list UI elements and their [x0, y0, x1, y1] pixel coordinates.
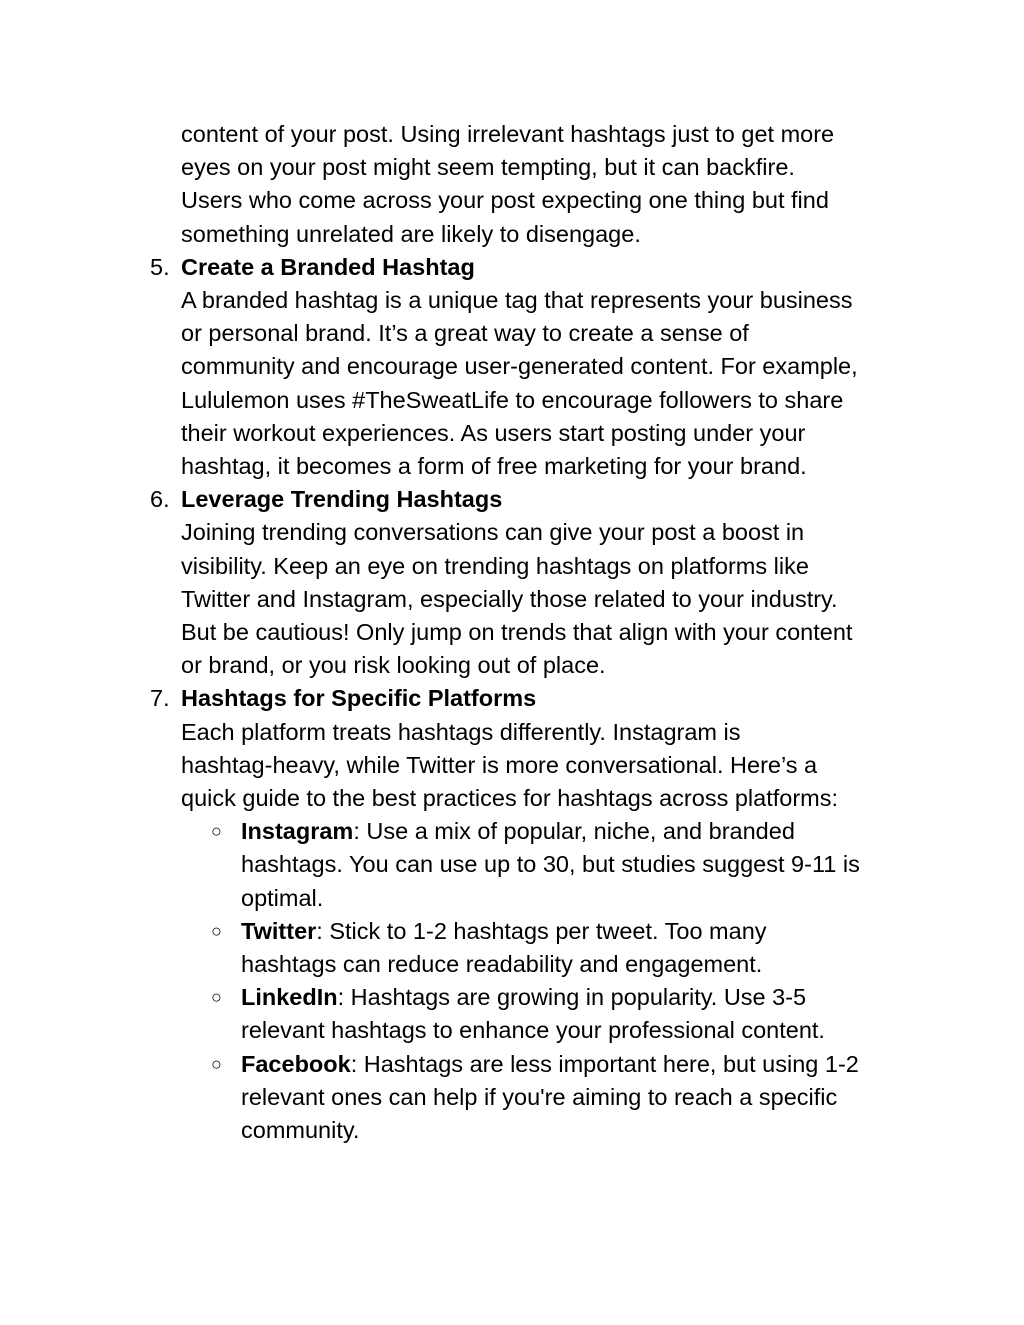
platform-first-line [241, 815, 1024, 848]
paragraph-line: Lululemon uses #TheSweatLife to encourage followers to share [181, 386, 844, 413]
platform-item-linkedin [211, 981, 1024, 1047]
paragraph-line: hashtag, it becomes a form of free marketing for your brand. [181, 453, 807, 480]
list-item-body [181, 682, 1024, 815]
platform-name: Instagram [241, 818, 354, 845]
list-item-branded-hashtag [0, 251, 1024, 483]
platform-item-facebook [211, 1048, 1024, 1148]
paragraph-line: relevant ones can help if you're aiming to reach a specific [241, 1083, 838, 1110]
paragraph-line: But be cautious! Only jump on trends that align with your content [181, 619, 853, 646]
paragraph-line: community. [241, 1117, 360, 1144]
list-number: 5. [150, 253, 170, 280]
platform-name: Twitter [241, 917, 317, 944]
hollow-bullet-icon: ○ [211, 821, 222, 842]
paragraph-line: eyes on your post might seem tempting, but it can backfire. [181, 154, 795, 181]
platform-name: Facebook [241, 1050, 351, 1077]
intro-paragraph [181, 118, 1024, 251]
paragraph-line: quick guide to the best practices for hashtags across platforms: [181, 785, 839, 812]
platform-description: : Hashtags are less important here, but using 1-2 [350, 1050, 859, 1077]
paragraph-line: Each platform treats hashtags differently. Instagram is [181, 718, 741, 745]
paragraph-line: hashtags. You can use up to 30, but studies suggest 9-11 is [241, 851, 860, 878]
platform-description: : Hashtags are growing in popularity. Use 3-5 [337, 984, 807, 1011]
paragraph-line: hashtags can reduce readability and engagement. [241, 951, 763, 978]
list-item-body [181, 483, 1024, 682]
document-page [0, 118, 1024, 1147]
list-item-specific-platforms [0, 682, 1024, 815]
list-item-title: Create a Branded Hashtag [181, 253, 475, 280]
paragraph-line: Joining trending conversations can give your post a boost in [181, 519, 805, 546]
list-item-title: Hashtags for Specific Platforms [181, 685, 537, 712]
hollow-bullet-icon: ○ [211, 987, 222, 1008]
paragraph-line: Twitter and Instagram, especially those related to your industry. [181, 585, 838, 612]
platform-first-line [241, 1048, 1024, 1081]
platform-description: : Use a mix of popular, niche, and branded [353, 818, 795, 845]
hollow-bullet-icon: ○ [211, 1053, 222, 1074]
list-item-body [181, 251, 1024, 483]
list-item-trending-hashtags [0, 483, 1024, 682]
paragraph-line: relevant hashtags to enhance your professional content. [241, 1017, 825, 1044]
paragraph-line: optimal. [241, 884, 324, 911]
paragraph-line: Users who come across your post expecting one thing but find [181, 187, 829, 214]
list-number: 6. [150, 486, 170, 513]
hollow-bullet-icon: ○ [211, 920, 222, 941]
paragraph-line: visibility. Keep an eye on trending hashtags on platforms like [181, 552, 809, 579]
platform-first-line [241, 915, 1024, 948]
platform-list [211, 815, 1024, 1147]
paragraph-line: community and encourage user-generated content. For example, [181, 353, 858, 380]
paragraph-line: their workout experiences. As users start posting under your [181, 419, 806, 446]
list-number: 7. [150, 685, 170, 712]
paragraph-line: or personal brand. It’s a great way to create a sense of [181, 320, 749, 347]
paragraph-line: or brand, or you risk looking out of place. [181, 652, 606, 679]
paragraph-line: content of your post. Using irrelevant hashtags just to get more [181, 121, 835, 147]
platform-description: : Stick to 1-2 hashtags per tweet. Too many [316, 917, 767, 944]
platform-first-line [241, 981, 1024, 1014]
list-item-title: Leverage Trending Hashtags [181, 486, 503, 513]
platform-item-twitter [211, 915, 1024, 981]
platform-item-instagram [211, 815, 1024, 915]
paragraph-line: something unrelated are likely to disengage. [181, 220, 641, 247]
paragraph-line: hashtag-heavy, while Twitter is more conversational. Here’s a [181, 751, 818, 778]
paragraph-line: A branded hashtag is a unique tag that represents your business [181, 287, 853, 314]
platform-name: LinkedIn [241, 984, 338, 1011]
